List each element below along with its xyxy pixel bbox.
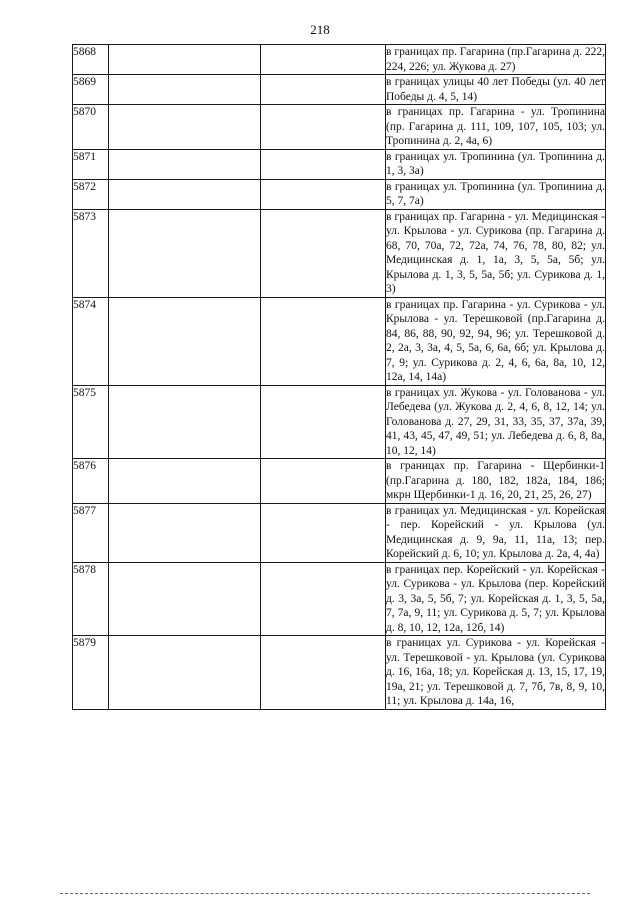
- table-row: [73, 209, 606, 297]
- row-number: 5871: [73, 149, 109, 179]
- row-boundaries: в границах ул. Жукова - ул. Голованова - ул. Лебедева (ул. Жукова д. 2, 4, 6, 8, 12, 14; ул. Голованова д. 27, 29, 31, 33, 35, 37, 37а, 39, 41, 43, 45, 47, 49, 51; ул. Лебедева д. 6, 8, 8а, 10, 12, 14): [386, 386, 605, 457]
- table-row: [73, 459, 606, 504]
- row-number: 5876: [73, 459, 109, 504]
- row-boundaries: в границах пр. Гагарина - Щербинки-1 (пр.Гагарина д. 180, 182, 182а, 184, 186; мкрн Щербинки-1 д. 16, 20, 21, 25, 26, 27): [386, 460, 605, 501]
- table-row: [73, 179, 606, 209]
- row-number: 5872: [73, 179, 109, 209]
- empty-cell: [109, 179, 261, 209]
- empty-cell: [109, 503, 261, 562]
- table-row: [73, 385, 606, 459]
- empty-cell: [261, 385, 386, 459]
- row-number: 5877: [73, 503, 109, 562]
- row-boundaries: в границах пер. Корейский - ул. Корейская - ул. Сурикова - ул. Крылова (пер. Корейский д. 3, 3а, 5, 5б, 7; ул. Корейская д. 1, 3, 5, 5а, 7, 7а, 9, 11; ул. Сурикова д. 5, 7; ул. Крылова д. 8, 10, 12, 12а, 12б, 14): [386, 563, 605, 634]
- empty-cell: [261, 503, 386, 562]
- empty-cell: [109, 149, 261, 179]
- empty-cell: [261, 636, 386, 710]
- row-number: 5868: [73, 45, 109, 75]
- table-row: [73, 503, 606, 562]
- empty-cell: [261, 562, 386, 636]
- row-boundaries: в границах пр. Гагарина (пр.Гагарина д. 222, 224, 226; ул. Жукова д. 27): [386, 46, 605, 73]
- table-row: [73, 636, 606, 710]
- empty-cell: [109, 459, 261, 504]
- row-number: 5875: [73, 385, 109, 459]
- empty-cell: [261, 297, 386, 385]
- row-boundaries: в границах ул. Тропинина (ул. Тропинина д. 1, 3, 3а): [386, 150, 605, 177]
- empty-cell: [261, 209, 386, 297]
- page-bottom-divider: [60, 893, 590, 894]
- row-boundaries: в границах пр. Гагарина - ул. Тропинина (пр. Гагарина д. 111, 109, 107, 105, 103; ул. Тропинина д. 2, 4а, 6): [386, 106, 605, 147]
- row-number: 5879: [73, 636, 109, 710]
- empty-cell: [109, 297, 261, 385]
- row-boundaries: в границах пр. Гагарина - ул. Медицинская - ул. Крылова - ул. Сурикова (пр. Гагарина д. 68, 70, 70а, 72, 72а, 74, 76, 78, 80, 82; ул. Медицинская д. 1, 1а, 3, 5, 5а, 5б; ул. Крылова д. 1, 3, 5, 5а, 5б; ул. Сурикова д. 1, 3): [386, 210, 605, 295]
- row-boundaries: в границах пр. Гагарина - ул. Сурикова - ул. Крылова - ул. Терешковой (пр.Гагарина д. 84, 86, 88, 90, 92, 94, 96; ул. Терешковой д. 2, 2а, 3, 3а, 4, 5, 5а, 6, 6а, 6б; ул. Крылова д. 7, 9; ул. Сурикова д. 2, 4, 6, 6а, 8а, 10, 12, 12а, 14, 14а): [386, 298, 605, 383]
- empty-cell: [109, 105, 261, 150]
- empty-cell: [261, 75, 386, 105]
- empty-cell: [109, 75, 261, 105]
- row-boundaries: в границах ул. Медицинская - ул. Корейская - пер. Корейский - ул. Крылова (ул. Медицинская д. 9, 9а, 11, 11а, 13; пер. Корейский д. 6, 10; ул. Крылова д. 2а, 4, 4а): [386, 504, 605, 560]
- table-row: [73, 149, 606, 179]
- table-row: [73, 562, 606, 636]
- empty-cell: [109, 636, 261, 710]
- table-row: [73, 75, 606, 105]
- row-boundaries: в границах улицы 40 лет Победы (ул. 40 лет Победы д. 4, 5, 14): [386, 76, 605, 103]
- empty-cell: [109, 209, 261, 297]
- page-number: 218: [310, 22, 330, 37]
- table-body: [73, 45, 606, 710]
- polling-districts-table: [72, 44, 606, 710]
- empty-cell: [261, 459, 386, 504]
- row-number: 5873: [73, 209, 109, 297]
- empty-cell: [109, 385, 261, 459]
- table-row: [73, 297, 606, 385]
- empty-cell: [261, 45, 386, 75]
- empty-cell: [109, 562, 261, 636]
- row-number: 5870: [73, 105, 109, 150]
- row-boundaries: в границах ул. Сурикова - ул. Корейская - ул. Терешковой - ул. Крылова (ул. Сурикова д. 16, 16а, 18; ул. Корейская д. 13, 15, 17, 19, 19а, 21; ул. Терешковой д. 7, 7б, 7в, 8, 9, 10, 11; ул. Крылова д. 14а, 16,: [386, 637, 605, 707]
- table-row: [73, 45, 606, 75]
- empty-cell: [261, 149, 386, 179]
- row-boundaries: в границах ул. Тропинина (ул. Тропинина д. 5, 7, 7а): [386, 180, 605, 207]
- row-number: 5869: [73, 75, 109, 105]
- empty-cell: [109, 45, 261, 75]
- empty-cell: [261, 105, 386, 150]
- row-number: 5878: [73, 562, 109, 636]
- table-row: [73, 105, 606, 150]
- row-number: 5874: [73, 297, 109, 385]
- empty-cell: [261, 179, 386, 209]
